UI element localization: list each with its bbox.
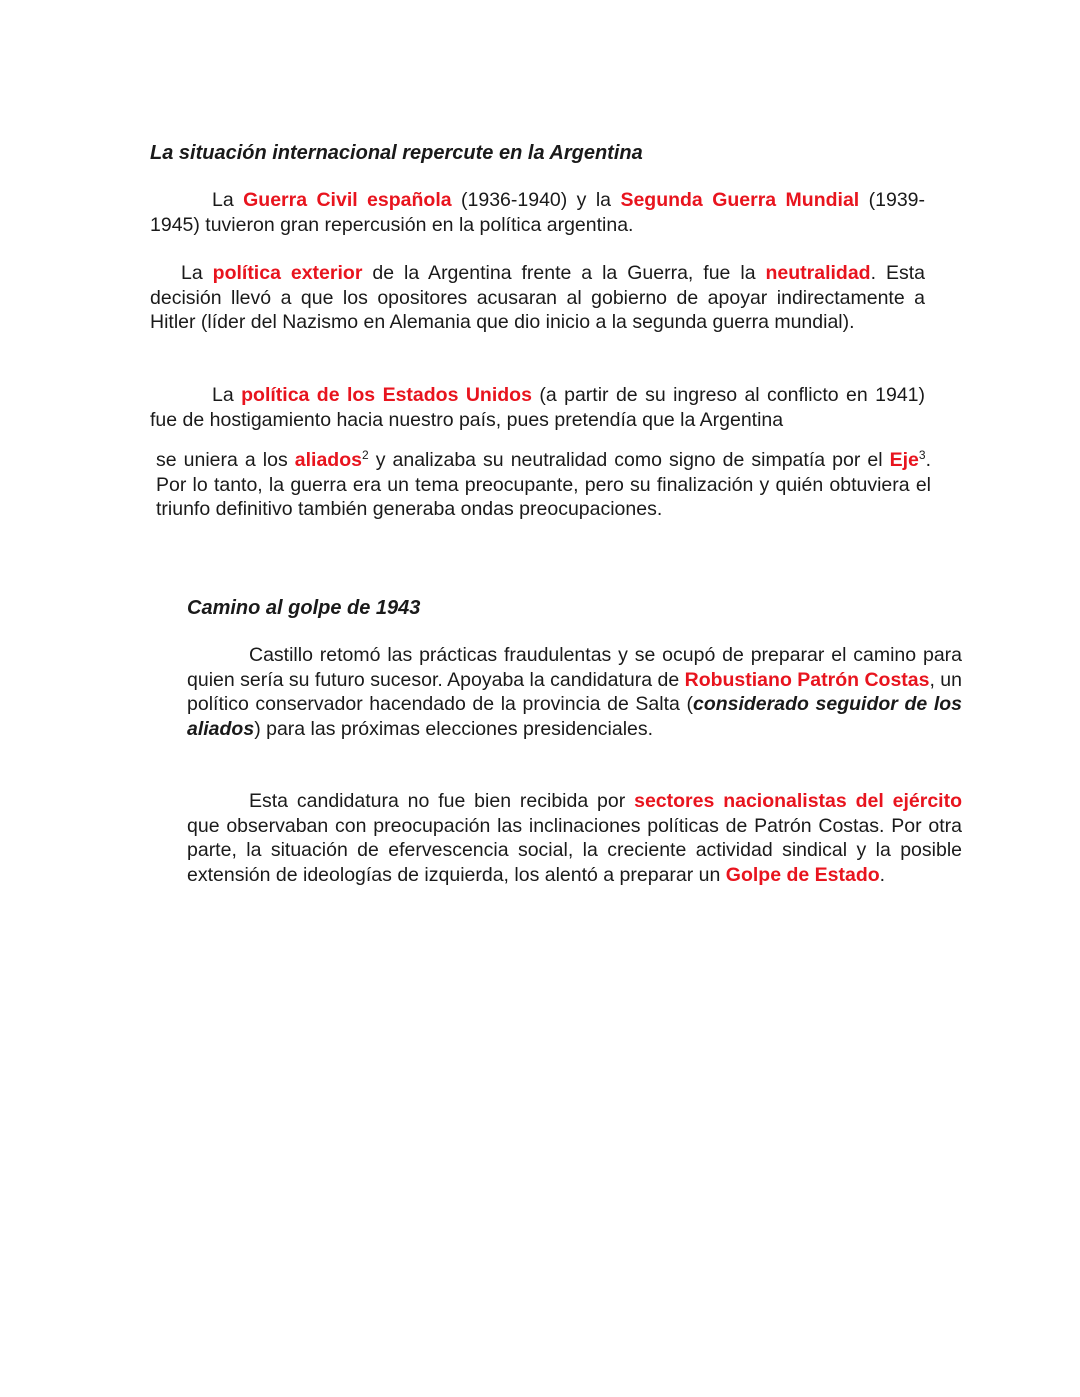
text: . Esta decisión llevó a que los opositores acusaran al gobierno de apoyar indirectamente a Hitler (líder del Nazismo en Alemania que dio inicio a la segunda guerra mundial). bbox=[150, 262, 925, 334]
text: (a partir de su ingreso al conflicto en 1941) fue de hostigamiento hacia nuestro país, pues pretendía que la Argentina bbox=[150, 384, 925, 431]
paragraph-castillo bbox=[187, 643, 962, 741]
paragraph-candidacy-reception bbox=[187, 789, 962, 887]
text: . Por lo tanto, la guerra era un tema preocupante, pero su finalización y quién obtuviera el triunfo definitivo también generaba ondas preocupaciones. bbox=[156, 449, 931, 521]
highlight-world-war-two: Segunda Guerra Mundial bbox=[620, 189, 860, 211]
text: Esta candidatura no fue bien recibida por bbox=[249, 790, 635, 812]
highlight-us-policy: política de los Estados Unidos bbox=[241, 384, 532, 406]
text: . bbox=[879, 863, 886, 886]
paragraph-allies-axis bbox=[156, 448, 931, 522]
text: La bbox=[181, 262, 213, 284]
highlight-allies: aliados bbox=[294, 449, 362, 471]
paragraph-us-policy bbox=[150, 383, 925, 432]
highlight-patron-costas: Robustiano Patrón Costas bbox=[684, 668, 930, 691]
paragraph-wars bbox=[150, 188, 925, 237]
footnote-marker-3: 3 bbox=[918, 448, 926, 462]
highlight-nationalist-sectors: sectores nacionalistas del ejército bbox=[634, 790, 963, 812]
emphasis-allies-follower: considerado seguidor de los aliados bbox=[187, 693, 962, 740]
text: La bbox=[212, 189, 244, 211]
paragraph-foreign-policy bbox=[150, 261, 925, 335]
highlight-neutrality: neutralidad bbox=[765, 262, 871, 284]
text: , un político conservador hacendado de la provincia de Salta ( bbox=[187, 668, 962, 716]
section-title-international: La situación internacional repercute en la Argentina bbox=[150, 142, 643, 164]
text: (1939-1945) tuvieron gran repercusión en la política argentina. bbox=[150, 189, 925, 236]
text: La bbox=[212, 384, 242, 406]
text: (1936-1940) y la bbox=[451, 189, 621, 211]
text: se uniera a los bbox=[156, 449, 295, 471]
text: ) para las próximas elecciones presidenciales. bbox=[254, 717, 654, 740]
highlight-spanish-civil-war: Guerra Civil española bbox=[243, 189, 452, 211]
section-title-coup-1943: Camino al golpe de 1943 bbox=[187, 597, 421, 619]
highlight-foreign-policy: política exterior bbox=[212, 262, 363, 284]
highlight-axis: Eje bbox=[889, 449, 919, 471]
footnote-marker-2: 2 bbox=[361, 448, 369, 462]
text: que observaban con preocupación las inclinaciones políticas de Patrón Costas. Por otra parte, la situación de efervescencia social, la creciente actividad sindical y la posible extensión de ideologías de izquierda, los alentó a preparar un bbox=[187, 814, 962, 886]
text: de la Argentina frente a la Guerra, fue la bbox=[362, 262, 766, 284]
text: y analizaba su neutralidad como signo de simpatía por el bbox=[368, 449, 890, 471]
text: Castillo retomó las prácticas fraudulentas y se ocupó de preparar el camino para quien sería su futuro sucesor. Apoyaba la candidatura de bbox=[187, 644, 962, 691]
highlight-coup: Golpe de Estado bbox=[725, 863, 880, 886]
